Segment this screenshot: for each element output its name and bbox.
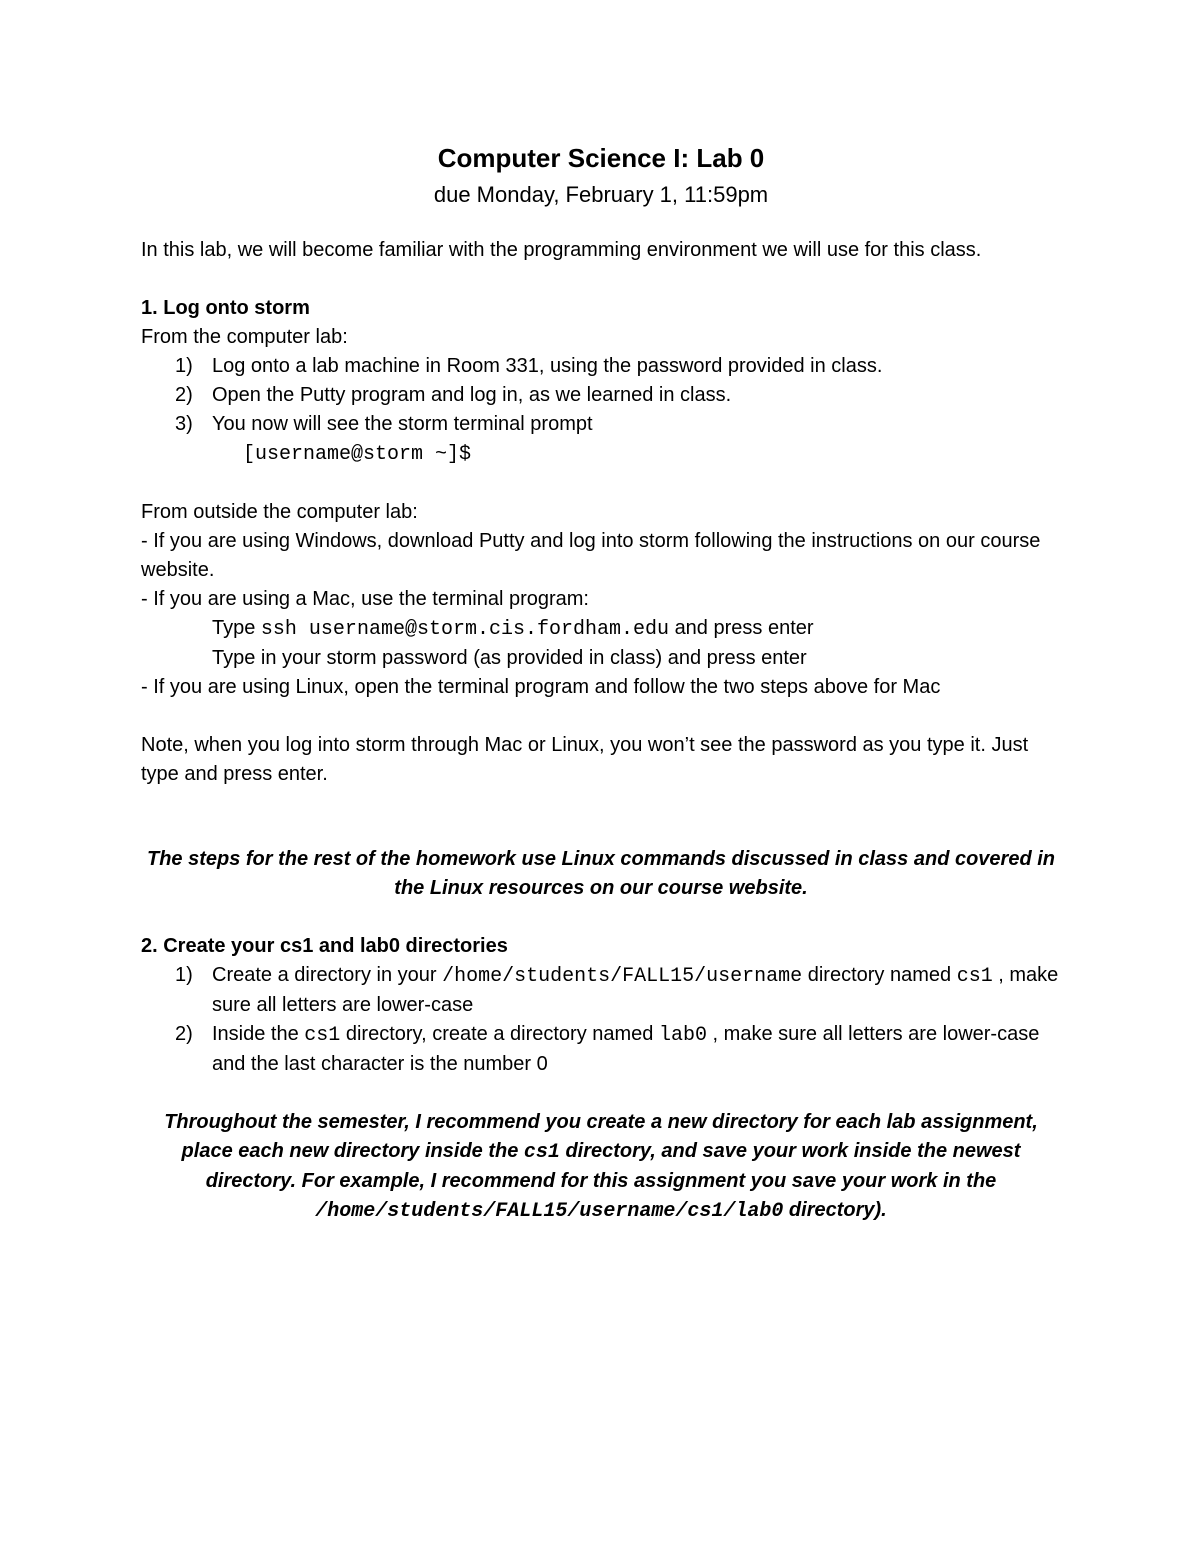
page-title: Computer Science I: Lab 0 — [437, 143, 765, 173]
terminal-prompt — [141, 439, 1061, 469]
password-instruction: Type in your storm password (as provided in class) and press enter — [212, 647, 807, 669]
text-fragment: Inside the — [212, 1023, 305, 1045]
list-number: 1) — [175, 355, 193, 377]
lab0-path: /home/students/FALL15/username/cs1/lab0 — [315, 1200, 784, 1223]
text-fragment: directory, and save your work inside the newest directory. For example, I recommend for this assignment you save your work in the — [205, 1140, 1021, 1192]
text-fragment: directory). — [783, 1199, 887, 1221]
text-fragment: Throughout the semester, I recommend you create a new directory for each lab assignment, place each new directory inside the — [164, 1111, 1038, 1162]
password-note: Note, when you log into storm through Mac or Linux, you won’t see the password as you type it. Just type and press enter. — [141, 734, 1029, 785]
windows-instructions: - If you are using Windows, download Putty and log into storm following the instructions on our course website. — [141, 530, 1041, 581]
list-item — [141, 1020, 1061, 1079]
section-2-heading: 2. Create your cs1 and lab0 directories — [141, 935, 508, 957]
terminal-prompt-text: [username@storm ~]$ — [243, 443, 472, 466]
ssh-command: ssh username@storm.cis.fordham.edu — [260, 618, 669, 641]
from-outside-label: From outside the computer lab: — [141, 501, 418, 523]
list-number: 3) — [175, 413, 193, 435]
text-fragment: Create a directory in your — [212, 964, 443, 986]
lab0-dirname: lab0 — [658, 1024, 707, 1047]
text-fragment: directory named — [802, 964, 957, 986]
cs1-dirname: cs1 — [956, 965, 993, 988]
linux-commands-note: The steps for the rest of the homework use Linux commands discussed in class and covered in the Linux resources on our course website. — [146, 848, 1056, 899]
cs1-dirname: cs1 — [304, 1024, 341, 1047]
list-number: 2) — [175, 1023, 193, 1045]
list-item-text — [212, 1023, 1039, 1075]
list-item-text: You now will see the storm terminal prompt — [212, 413, 593, 435]
text-fragment: , make sure all letters are lower-case — [212, 964, 1059, 1016]
list-item — [141, 352, 1061, 381]
cs1-dirname: cs1 — [523, 1141, 560, 1164]
section-1-heading: 1. Log onto storm — [141, 297, 310, 319]
list-item-text: Open the Putty program and log in, as we learned in class. — [212, 384, 732, 406]
due-date: due Monday, February 1, 11:59pm — [433, 182, 769, 207]
linux-instructions: - If you are using Linux, open the terminal program and follow the two steps above for Mac — [141, 676, 941, 698]
from-lab-label: From the computer lab: — [141, 326, 348, 348]
list-item — [141, 961, 1061, 1020]
lab-steps-list — [141, 352, 1061, 439]
type-prefix: Type — [212, 617, 256, 639]
mac-instructions: - If you are using a Mac, use the terminal program: — [141, 588, 589, 610]
list-item-text — [212, 964, 1058, 1016]
list-item-text: Log onto a lab machine in Room 331, using the password provided in class. — [212, 355, 883, 377]
ssh-instruction — [141, 614, 1061, 644]
document-body — [141, 138, 1061, 1226]
list-number: 2) — [175, 384, 193, 406]
list-item — [141, 381, 1061, 410]
type-suffix: and press enter — [674, 617, 814, 639]
intro-paragraph: In this lab, we will become familiar with the programming environment we will use for this class. — [141, 239, 982, 261]
list-number: 1) — [175, 964, 193, 986]
home-path: /home/students/FALL15/username — [442, 965, 803, 988]
directory-steps-list — [141, 961, 1061, 1079]
list-item — [141, 410, 1061, 439]
text-fragment: directory, create a directory named — [340, 1023, 659, 1045]
recommendation-note — [141, 1108, 1061, 1226]
text-fragment: , make sure all letters are lower-case and the last character is the number 0 — [212, 1023, 1040, 1075]
